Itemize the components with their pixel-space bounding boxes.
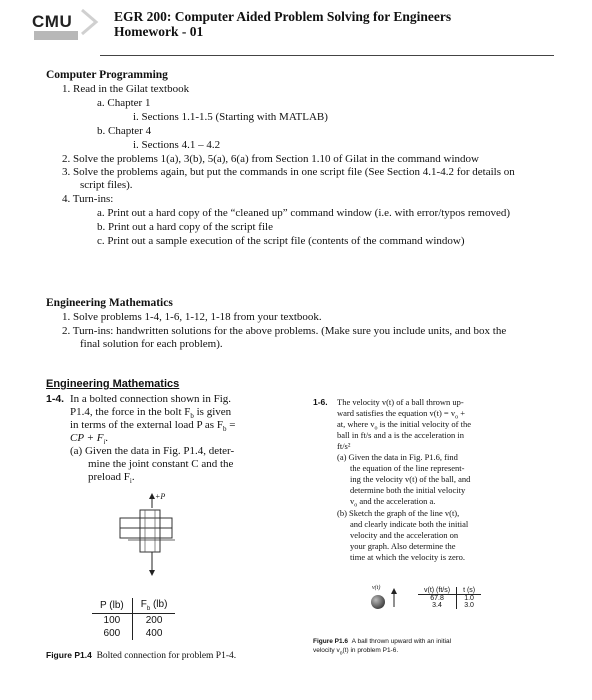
list-item: 3. Solve the problems again, but put the commands in one script file (See Section 4.1-4.2 for details on [62, 166, 515, 178]
problem-text: determine both the initial velocity [350, 485, 466, 495]
bolted-connection-figure [115, 490, 195, 590]
problem-text: at, where $v_o$ is the initial velocity of the [337, 419, 472, 432]
problem-text: CP + $F_i$. [70, 432, 109, 447]
problem-text: (a) Given the data in Fig. P1.4, deter- [70, 445, 235, 457]
problem-text: ward satisfies the equation $v(t) = v_o$ + [337, 408, 466, 421]
problem-text: ing the velocity v(t) of the ball, and [350, 474, 471, 484]
figure-caption-p1-6: Figure P1.6 A ball thrown upward with an initial velocity $v_o(t)$ in problem P1-6. [313, 638, 452, 657]
table-cell: 400 [145, 628, 163, 639]
problem-text: P1.4, the force in the bolt $F_b$ is given [70, 406, 232, 421]
logo-chevron-icon [78, 8, 100, 36]
list-item: a. Print out a hard copy of the “cleaned up” command window (i.e. with error/typos removed) [97, 207, 510, 219]
problem-text: (b) Sketch the graph of the line v(t), [337, 508, 460, 518]
problem-text: and clearly indicate both the initial [350, 519, 469, 529]
problem-text: (a) Given the data in Fig. P1.6, find [337, 452, 458, 462]
table-row [418, 602, 481, 609]
problem-text: preload $F_i$. [88, 471, 135, 486]
problem-text: The velocity v(t) of a ball thrown up- [337, 397, 464, 407]
problem-text: time at which the velocity is zero. [350, 552, 465, 562]
problem-text: velocity and the acceleration on [350, 530, 459, 540]
problem-number-1-6: 1-6. [313, 397, 328, 407]
section-heading-engineering-mathematics: Engineering Mathematics [46, 297, 173, 309]
table-header-row [92, 598, 175, 614]
table-header: $F_b$ (lb) [132, 598, 175, 614]
problem-text: ft/s² [337, 441, 351, 451]
table-header: P (lb) [92, 598, 132, 614]
page-subtitle: Homework - 01 [114, 24, 204, 39]
list-item: 1. Solve problems 1-4, 1-6, 1-12, 1-18 from your textbook. [62, 311, 322, 323]
list-item: 1. Read in the Gilat textbook [62, 83, 190, 95]
table-row [92, 627, 175, 640]
list-item: b. Chapter 4 [97, 125, 152, 137]
list-item: 2. Solve the problems 1(a), 3(b), 5(a), 6(a) from Section 1.10 of Gilat in the command window [62, 153, 479, 165]
list-item: a. Chapter 1 [97, 97, 151, 109]
table-row [92, 614, 175, 628]
table-header: v(t) (ft/s) [418, 587, 457, 595]
table-cell: 100 [92, 614, 132, 628]
header-divider [100, 55, 554, 56]
list-item-continued: script files). [80, 179, 133, 191]
table-cell: 600 [92, 627, 132, 640]
list-item-continued: final solution for each problem). [80, 338, 223, 350]
table-header-row [418, 587, 481, 595]
page-title: EGR 200: Computer Aided Problem Solving for Engineers [114, 9, 452, 24]
list-item: 4. Turn-ins: [62, 193, 114, 205]
problem-text: $v_o$ and the acceleration a. [350, 496, 436, 509]
velocity-label: v(t) [372, 585, 381, 591]
load-force-table [92, 598, 175, 640]
logo-subtitle-bar [34, 31, 78, 40]
problem-text: In a bolted connection shown in Fig. [70, 393, 232, 405]
problem-text: the equation of the line represent- [350, 463, 465, 473]
table-cell: 200 [145, 615, 163, 626]
table-cell: 67.8 [418, 595, 457, 603]
problem-number-1-4: 1-4. [46, 393, 65, 405]
table-header: t (s) [457, 587, 482, 595]
section-heading-computer-programming: Computer Programming [46, 69, 168, 81]
cmu-logo [28, 10, 100, 48]
list-item: b. Print out a hard copy of the script file [97, 221, 273, 233]
figure-caption-p1-4: Figure P1.4 Bolted connection for problem P1-4. [46, 650, 237, 661]
velocity-time-table [418, 587, 481, 609]
table-row [418, 595, 481, 603]
table-cell: 1.0 [464, 595, 474, 602]
problem-text: your graph. Also determine the [350, 541, 456, 551]
list-item: c. Print out a sample execution of the script file (contents of the command window) [97, 235, 465, 247]
list-item: i. Sections 1.1-1.5 (Starting with MATLAB) [133, 111, 328, 123]
table-cell: 3.0 [464, 602, 474, 609]
problem-text: mine the joint constant C and the [88, 458, 234, 470]
list-item: i. Sections 4.1 – 4.2 [133, 139, 221, 151]
section-heading-engineering-mathematics-2: Engineering Mathematics [46, 378, 180, 390]
problem-text: in terms of the external load P as $F_b$ = [70, 419, 236, 434]
list-item: 2. Turn-ins: handwritten solutions for the above problems. (Make sure you include units, and box the [62, 325, 507, 337]
load-label: +P [155, 492, 166, 501]
table-cell: 3.4 [418, 602, 457, 609]
problem-text: ball in ft/s and a is the acceleration in [337, 430, 464, 440]
logo-text: CMU [32, 12, 73, 31]
